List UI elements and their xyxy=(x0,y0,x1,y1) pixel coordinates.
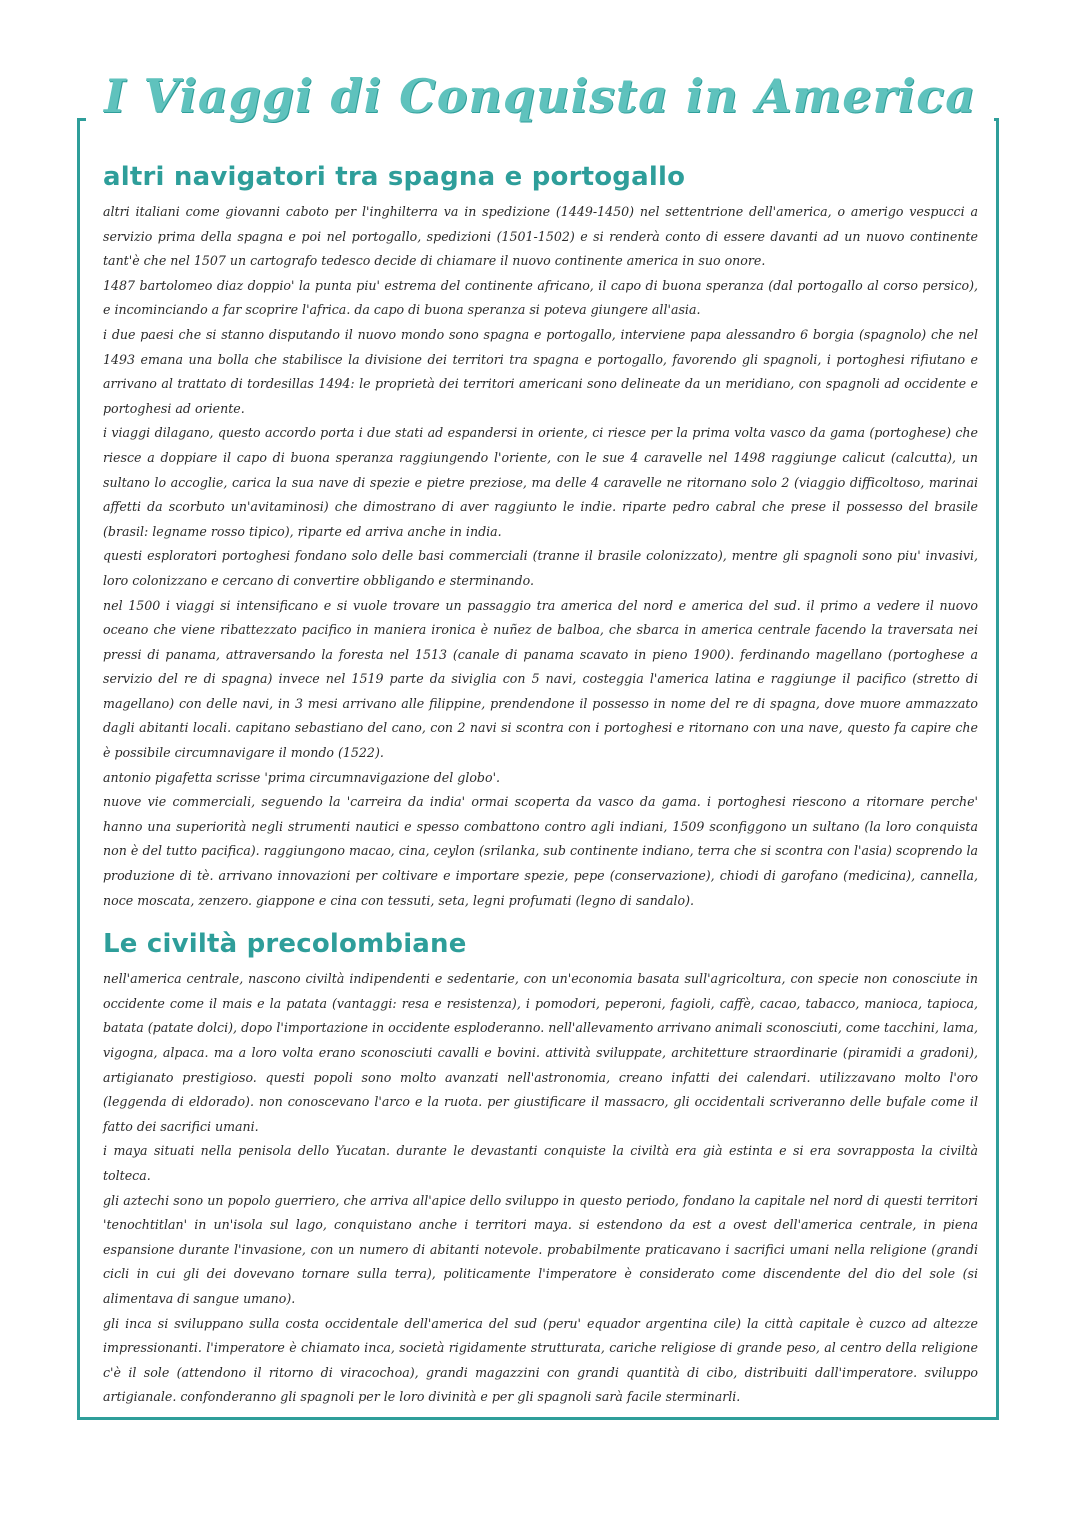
paragraph: altri italiani come giovanni caboto per l'inghilterra va in spedizione (1449-1450) nel settentrione dell'america, o amerigo vespucci a servizio prima della spagna e poi nel portogallo, spedizioni (1501-1502) e si renderà conto di essere davanti ad un nuovo continente tant'è che nel 1507 un cartografo tedesco decide di chiamare il nuovo continente america in suo onore. xyxy=(103,204,978,269)
paragraph: i due paesi che si stanno disputando il nuovo mondo sono spagna e portogallo, interviene papa alessandro 6 borgia (spagnolo) che nel 1493 emana una bolla che stabilisce la divisione dei territori tra spagna e portogallo, favorendo gli spagnoli, i portoghesi rifiutano e arrivano al trattato di tordesillas 1494: le proprietà dei territori americani sono delineate da un meridiano, con spagnoli ad occidente e portoghesi ad oriente. xyxy=(103,326,978,416)
paragraph: 1487 bartolomeo diaz doppio' la punta piu' estrema del continente africano, il capo di buona speranza (dal portogallo al corso persico), e incominciando a far scoprire l'africa. da capo di buona speranza si poteva giungere all'asia. xyxy=(103,277,978,318)
paragraph: questi esploratori portoghesi fondano solo delle basi commerciali (tranne il brasile colonizzato), mentre gli spagnoli sono piu' invasivi, loro colonizzano e cercano di convertire obbligando e sterminando. xyxy=(103,548,978,588)
title-container xyxy=(0,66,1080,126)
paragraph: nell'america centrale, nascono civiltà indipendenti e sedentarie, con un'economia basata sull'agricoltura, con specie non conosciute in occidente come il mais e la patata (vantaggi: resa e resistenza), i pomodori, peperoni, fagioli, caffè, cacao, tabacco, manioca, tapioca, batata (patate dolci), dopo l'importazione in occidente esploderanno. nell'allevamento arrivano animali sconosciuti, come tacchini, lama, vigogna, alpaca. ma a loro volta erano sconosciuti cavalli e bovini. attività sviluppate, architetture straordinarie (piramidi a gradoni), artigianato prestigioso. questi popoli sono molto avanzati nell'astronomia, creano infatti dei calendari. utilizzavano molto l'oro (leggenda di eldorado). non conoscevano l'arco e la ruota. per giustificare il massacro, gli occidentali scriveranno delle bufale come il fatto dei sacrifici umani. xyxy=(103,971,978,1134)
page-title: I Viaggi di Conquista in America xyxy=(86,66,994,126)
notes-content xyxy=(103,160,978,1410)
paragraph: gli aztechi sono un popolo guerriero, che arriva all'apice dello sviluppo in questo periodo, fondano la capitale nel nord di questi territori 'tenochtitlan' in un'isola sul lago, conquistano anche i territori maya. si estendono da est a ovest dell'america centrale, in piena espansione durante l'invasione, con un numero di abitanti notevole. probabilmente praticavano i sacrifici umani nella religione (grandi cicli in cui gli dei dovevano tornare sulla terra), politicamente l'imperatore è considerato come discendente del dio del sole (si alimentava di sangue umano). xyxy=(103,1192,978,1306)
section-heading-navigatori: altri navigatori tra spagna e portogallo xyxy=(103,162,686,192)
section-heading-precolombiane: Le civiltà precolombiane xyxy=(103,929,467,960)
paragraph: i viaggi dilagano, questo accordo porta i due stati ad espandersi in oriente, ci riesce per la prima volta vasco da gama (portoghese) che riesce a doppiare il capo di buona speranza raggiungendo l'oriente, con le sue 4 caravelle nel 1498 raggiunge calicut (calcutta), un sultano lo accoglie, carica la sua nave di spezie e pietre preziose, ma delle 4 caravelle ne ritornano solo 2 (viaggio difficoltoso, marinai affetti da scorbuto un'avitaminosi) che dimostrano di aver raggiunto le indie. riparte pedro cabral che prese il possesso del brasile (brasil: legname rosso tipico), riparte ed arriva anche in india. xyxy=(103,425,978,539)
paragraph: nel 1500 i viaggi si intensificano e si vuole trovare un passaggio tra america del nord e america del sud. il primo a vedere il nuovo oceano che viene ribattezzato pacifico in maniera ironica è nuñez de balboa, che sbarca in america centrale facendo la traversata nei pressi di panama, attraversando la foresta nel 1513 (canale di panama scavato in pieno 1900). ferdinando magellano (portoghese a servizio del re di spagna) invece nel 1519 parte da siviglia con 5 navi, costeggia l'america latina e raggiunge il pacifico (stretto di magellano) con delle navi, in 3 mesi arrivano alle filippine, prendendone il possesso in nome del re di spagna, dove muore ammazzato dagli abitanti locali. capitano sebastiano del cano, con 2 navi si scontra con i portoghesi e ritornano con una nave, questo fa capire che è possibile circumnavigare il mondo (1522). xyxy=(103,597,978,761)
paragraph: gli inca si sviluppano sulla costa occidentale dell'america del sud (peru' equador argentina cile) la città capitale è cuzco ad altezze impressionanti. l'imperatore è chiamato inca, società rigidamente strutturata, cariche religiose di grande peso, al centro della religione c'è il sole (attendono il ritorno di viracochoa), grandi magazzini con grandi quantità di cibo, distribuiti dall'imperatore. sviluppo artigianale. confonderanno gli spagnoli per le loro divinità e per gli spagnoli sarà facile sterminarli. xyxy=(103,1315,978,1405)
paragraph: i maya situati nella penisola dello Yucatan. durante le devastanti conquiste la civiltà era già estinta e si era sovrapposta la civiltà tolteca. xyxy=(103,1143,978,1183)
paragraph: antonio pigafetta scrisse 'prima circumnavigazione del globo'. xyxy=(103,769,501,785)
paragraph: nuove vie commerciali, seguendo la 'carreira da india' ormai scoperta da vasco da gama. i portoghesi riescono a ritornare perche' hanno una superiorità negli strumenti nautici e spesso combattono contro agli indiani, 1509 sconfiggono un sultano (la loro conquista non è del tutto pacifica). raggiungono macao, cina, ceylon (srilanka, sub continente indiano, terra che si scontra con l'asia) scoprendo la produzione di tè. arrivano innovazioni per coltivare e importare spezie, pepe (conservazione), chiodi di garofano (medicina), cannella, noce moscata, zenzero. giappone e cina con tessuti, seta, legni profumati (legno di sandalo). xyxy=(103,794,978,908)
